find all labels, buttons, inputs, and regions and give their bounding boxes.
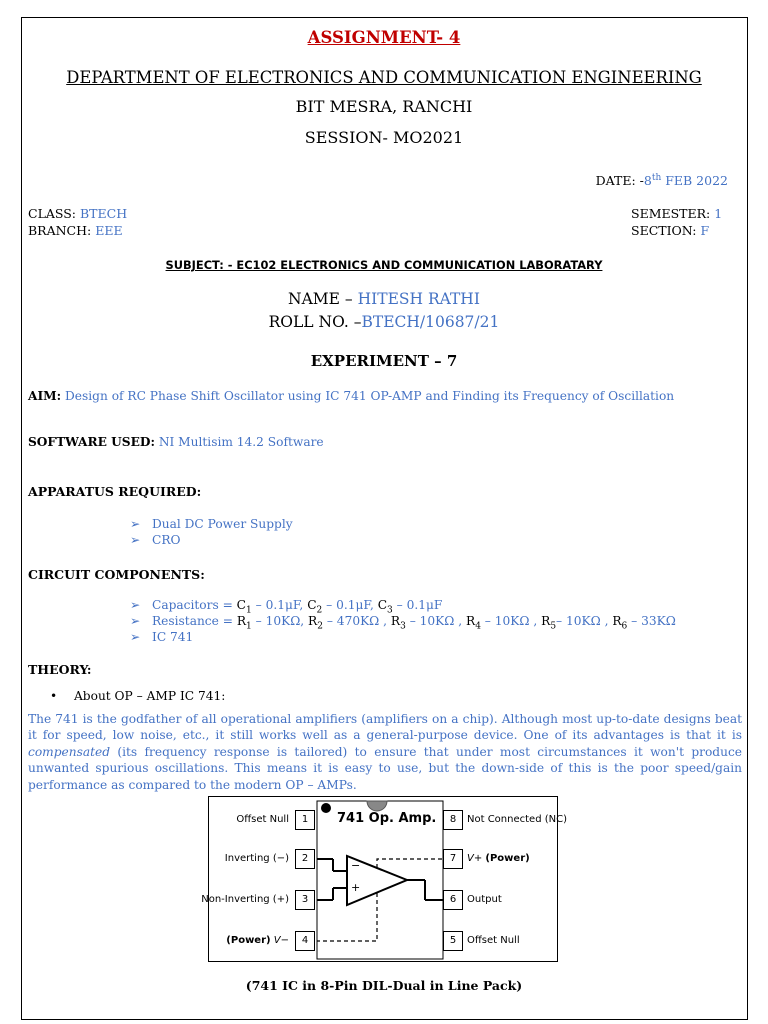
semester-value: 1 (714, 206, 723, 221)
branch-line (28, 223, 123, 238)
class-line (28, 206, 127, 221)
minus-sign: − (351, 859, 361, 872)
semester-label: SEMESTER: (631, 206, 711, 221)
branch-value: EEE (95, 223, 123, 238)
ic-741-diagram (201, 796, 567, 962)
ic-item (130, 630, 193, 644)
arrow-bullet-icon: ➢ (130, 533, 141, 547)
department-title: DEPARTMENT OF ELECTRONICS AND COMMUNICATION ENGINEERING (66, 68, 702, 87)
resistance-item: ➢ Resistance = $R_1 - 10K\Omega$, $R_2 - 470K\Omega$ , $R_3 - 10K\Omega$ , $R_4 - 10K\Omega$ , $R_5-$ 10KΩ , $R_6 - 33K\Omega$ (130, 614, 676, 632)
name-line (0, 290, 768, 308)
subject-title: SUBJECT: - EC102 ELECTRONICS AND COMMUNICATION LABORATARY (165, 258, 603, 272)
roll-label: ROLL NO. – (268, 313, 362, 331)
pin7-label: V+ (Power) (467, 853, 530, 864)
components-heading: CIRCUIT COMPONENTS: (28, 567, 205, 582)
class-label: CLASS: (28, 206, 77, 221)
date-suffix: th (651, 173, 662, 183)
apparatus-item (130, 533, 181, 547)
pin-1: 1 (295, 810, 315, 830)
software-value: NI Multisim 14.2 Software (158, 435, 324, 449)
pin-8: 8 (443, 810, 463, 830)
date-day: 8 (643, 173, 652, 189)
experiment-title: EXPERIMENT – 7 (310, 352, 458, 370)
pin-6: 6 (443, 890, 463, 910)
arrow-bullet-icon: ➢ (130, 517, 141, 531)
pin1-label: Offset Null (236, 814, 289, 825)
branch-label: BRANCH: (28, 223, 92, 238)
name-value: HITESH RATHI (357, 290, 480, 308)
capacitors-item: ➢ Capacitors = $C_1 - 0.1\mu F$, $C_2 - 0.1\mu F$, $C_3 - 0.1\mu F$ (130, 598, 443, 616)
theory-heading: THEORY: (28, 662, 92, 677)
pin-3: 3 (295, 890, 315, 910)
theory-bullet-label: About OP – AMP IC 741: (74, 689, 226, 703)
section-value: F (700, 223, 710, 238)
roll-line (0, 313, 768, 331)
date-line (596, 173, 728, 188)
pin4-label: (Power) V− (226, 935, 289, 946)
software-label: SOFTWARE USED: (28, 435, 155, 449)
aim-value: Design of RC Phase Shift Oscillator using IC 741 OP-AMP and Finding its Frequency of Oscillation (65, 389, 675, 403)
pin-7: 7 (443, 849, 463, 869)
apparatus-item-label: CRO (152, 533, 181, 547)
section-label: SECTION: (631, 223, 697, 238)
roll-value: BTECH/10687/21 (361, 313, 500, 331)
apparatus-heading: APPARATUS REQUIRED: (28, 484, 202, 499)
arrow-bullet-icon: ➢ (130, 630, 141, 644)
resistance-label: Resistance = (152, 614, 233, 628)
pin2-label: Inverting (−) (224, 853, 289, 864)
date-label: DATE: - (595, 173, 644, 189)
session-title: SESSION- MO2021 (304, 128, 464, 147)
ic-label: IC 741 (152, 630, 194, 644)
plus-sign: + (351, 881, 361, 894)
ic-caption: (741 IC in 8-Pin DIL-Dual in Line Pack) (245, 978, 523, 993)
apparatus-item (130, 517, 293, 531)
pin-2: 2 (295, 849, 315, 869)
class-value: BTECH (80, 206, 128, 221)
name-label: NAME – (288, 290, 353, 308)
pin1-marker-icon (321, 803, 331, 813)
pin8-label: Not Connected (NC) (467, 814, 567, 825)
theory-bullet (50, 689, 225, 703)
pin-4: 4 (295, 931, 315, 951)
arrow-bullet-icon: ➢ (130, 598, 141, 612)
theory-paragraph: The 741 is the godfather of all operational amplifiers (amplifiers on a chip). Although most up-to-date designs beat it for speed, low noise, etc., it still works well as a general-purpose device. One of its advantages is that it is compensated (its frequency response is tailored) to ensure that under most circumstances it won't produce unwanted spurious oscillations. This means it is easy to use, but the down-side of this is the poor speed/gain performance as compared to the modern OP – AMPs. (28, 712, 742, 792)
pin6-label: Output (467, 894, 502, 905)
apparatus-item-label: Dual DC Power Supply (152, 517, 293, 531)
dot-bullet-icon: • (50, 689, 58, 703)
assignment-title: ASSIGNMENT- 4 (307, 28, 461, 47)
arrow-bullet-icon: ➢ (130, 614, 141, 628)
date-value: FEB 2022 (661, 173, 728, 189)
section-line (631, 223, 709, 238)
software-line (28, 435, 324, 449)
institute-title: BIT MESRA, RANCHI (295, 97, 473, 116)
pin3-label: Non-Inverting (+) (201, 894, 289, 905)
aim-label: AIM: (28, 389, 62, 403)
ic-title: 741 Op. Amp. (337, 811, 437, 826)
pin5-label: Offset Null (467, 935, 520, 946)
capacitors-label: Capacitors = (152, 598, 233, 612)
semester-line (631, 206, 722, 221)
pin-5: 5 (443, 931, 463, 951)
aim-line (28, 389, 674, 403)
